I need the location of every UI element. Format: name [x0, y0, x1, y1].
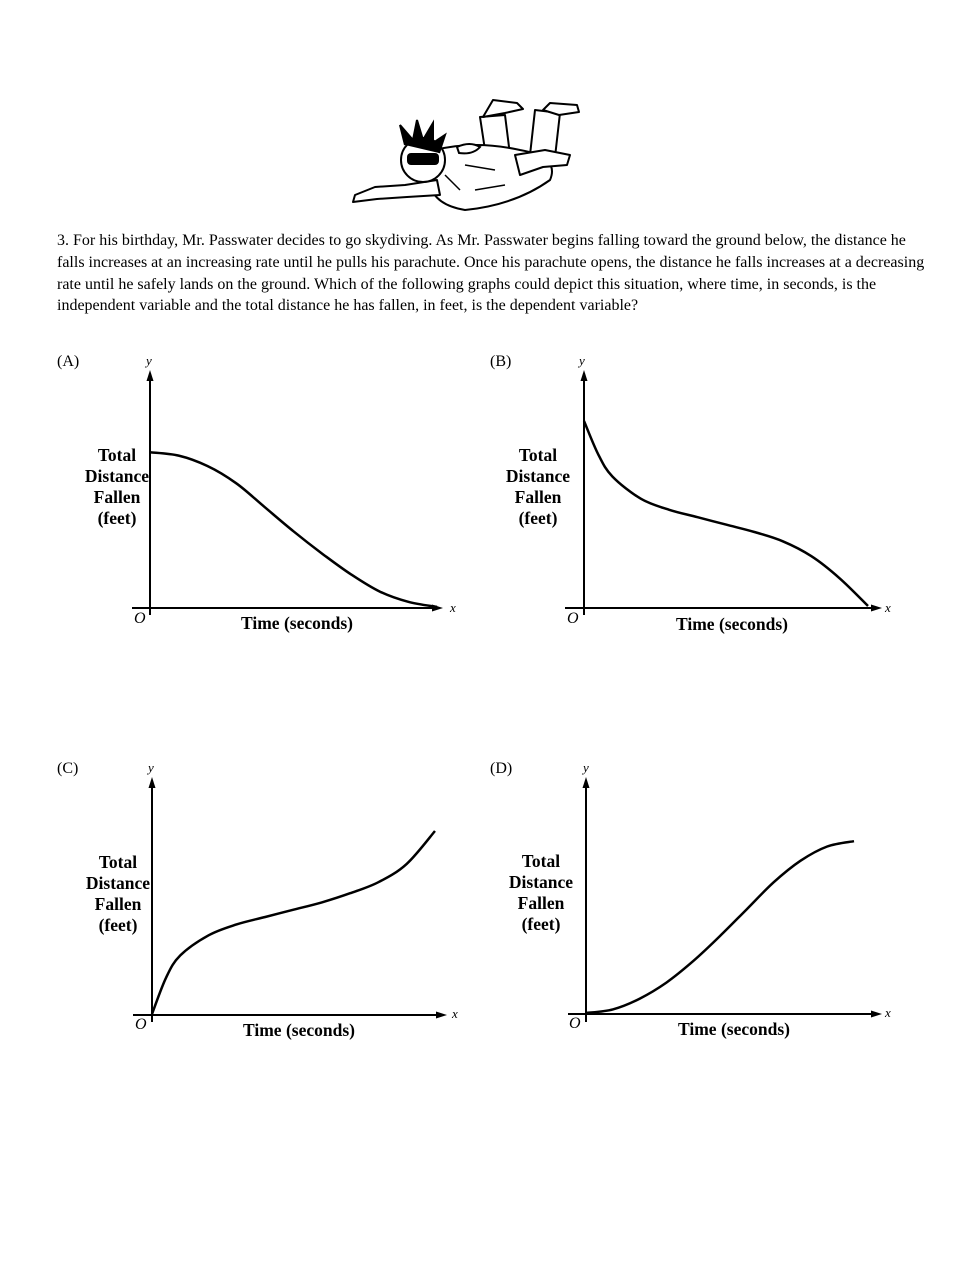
origin-label: O [134, 610, 146, 627]
curve [584, 421, 868, 606]
graph-choice-a[interactable] [57, 353, 497, 653]
y-axis-arrow [581, 370, 588, 381]
y-axis-title: Total Distance Fallen (feet) [505, 445, 571, 528]
question-text: 3. For his birthday, Mr. Passwater decides to go skydiving. As Mr. Passwater begins falling toward the ground below, the distance he falls increases at an increasing rate until he pulls his parachute. Once his parachute opens, the distance he falls increases at a decreasing rate until he safely lands on the ground. Which of the following graphs could depict this situation, where time, in seconds, is the independent variable and the total distance he has fallen, in feet, is the dependent variable? [57, 232, 925, 315]
origin-label: O [567, 610, 579, 627]
skydiver-icon [345, 95, 585, 220]
x-axis-arrow [871, 605, 882, 612]
curve [586, 841, 854, 1013]
y-axis-letter: y [146, 353, 152, 368]
graph-plot [490, 353, 930, 653]
curve [150, 452, 437, 607]
x-axis-arrow [871, 1011, 882, 1018]
graph-plot [490, 760, 930, 1060]
curve [152, 831, 435, 1014]
x-axis-title: Time (seconds) [243, 1020, 355, 1040]
graph-choice-d[interactable] [490, 760, 930, 1060]
x-axis-title: Time (seconds) [676, 614, 788, 634]
x-axis-letter: x [885, 1005, 891, 1020]
graph-choice-c[interactable] [57, 760, 497, 1060]
y-axis-title: Total Distance Fallen (feet) [84, 445, 150, 528]
choice-label: (A) [57, 353, 80, 370]
x-axis-title: Time (seconds) [678, 1019, 790, 1039]
x-axis-arrow [436, 1012, 447, 1019]
y-axis-arrow [149, 777, 156, 788]
x-axis-letter: x [452, 1006, 458, 1021]
origin-label: O [135, 1016, 147, 1033]
y-axis-arrow [583, 777, 590, 788]
choice-label: (B) [490, 353, 512, 370]
y-axis-letter: y [579, 353, 585, 368]
y-axis-arrow [147, 370, 154, 381]
y-axis-letter: y [583, 760, 589, 775]
x-axis-letter: x [885, 600, 891, 615]
graph-plot [57, 353, 497, 653]
origin-label: O [569, 1015, 581, 1032]
choice-label: (D) [490, 760, 513, 777]
x-axis-title: Time (seconds) [241, 613, 353, 633]
y-axis-letter: y [148, 760, 154, 775]
graph-choice-b[interactable] [490, 353, 930, 653]
y-axis-title: Total Distance Fallen (feet) [85, 852, 151, 935]
x-axis-letter: x [450, 600, 456, 615]
graph-plot [57, 760, 497, 1060]
choice-label: (C) [57, 760, 79, 777]
y-axis-title: Total Distance Fallen (feet) [508, 851, 574, 934]
